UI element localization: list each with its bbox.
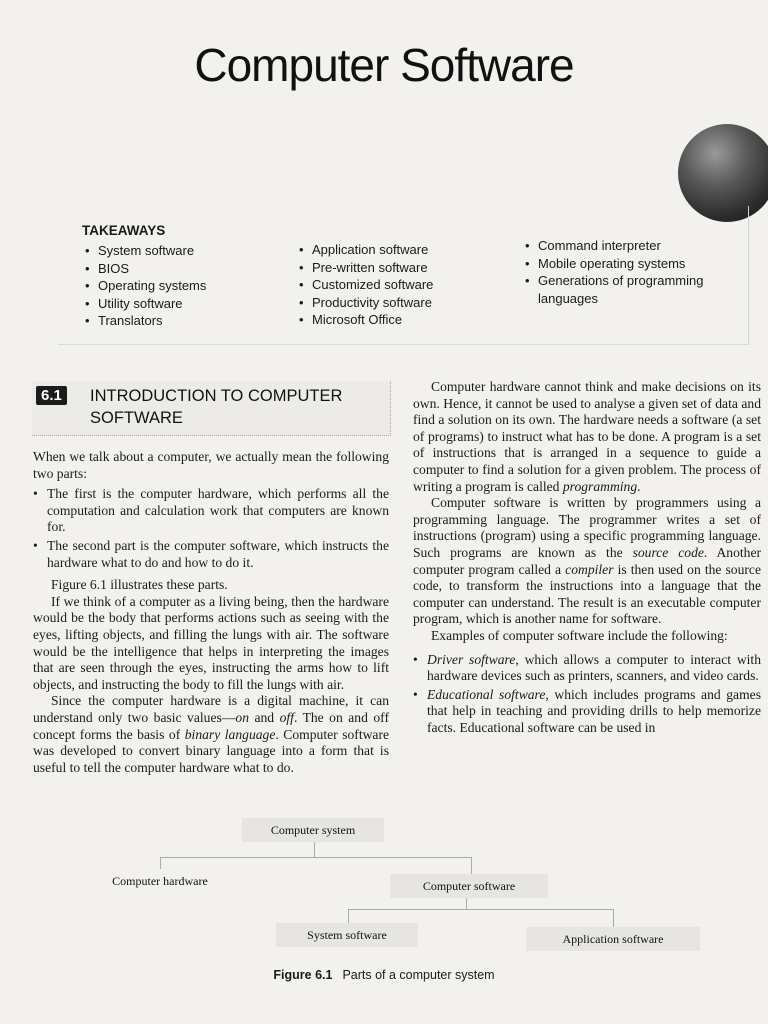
takeaway-item: • Productivity software: [296, 294, 433, 312]
bullet-item: • The second part is the computer software, which instructs the hardware what to do and how to do it.: [33, 538, 389, 571]
italic-term: binary language: [184, 726, 276, 742]
text-run: . Computer software was developed to convert binary language into a form that is useful to tell the computer hardware what to do.: [33, 726, 390, 775]
text-run: , which allows a computer to interact with hardware devices such as printers, scanners, and video cards.: [427, 651, 761, 684]
connector-line: [348, 909, 614, 910]
node-application-software: Application software: [526, 927, 700, 951]
italic-term: compiler: [565, 561, 614, 577]
node-computer-system: Computer system: [242, 818, 384, 842]
text-run: . Another computer program called a: [413, 544, 762, 577]
node-system-software: System software: [276, 923, 418, 947]
section-title: INTRODUCTION TO COMPUTER SOFTWARE: [90, 387, 343, 427]
paragraph: Examples of computer software include the following:: [431, 627, 728, 643]
italic-term: programming: [562, 478, 638, 494]
text-run: , which includes programs and games that help in teaching and providing drills to help memorize facts. Educational software can be used in: [427, 686, 761, 735]
bullet-item: [413, 652, 761, 685]
takeaway-item: • Customized software: [296, 276, 433, 294]
caption-text: Parts of a computer system: [342, 968, 495, 982]
text-run: . The on and off concept forms the basis of: [33, 709, 389, 742]
italic-term: on: [235, 709, 249, 725]
paragraph: [413, 379, 761, 495]
paragraph: [413, 495, 761, 628]
takeaway-item: • Generations of programming languages: [522, 272, 722, 307]
text-run: and: [248, 709, 280, 725]
node-computer-hardware: Computer hardware: [112, 874, 208, 888]
italic-term: source code: [632, 544, 704, 560]
bullet-item: [413, 687, 761, 737]
connector-line: [471, 857, 472, 874]
connector-line: [160, 857, 161, 869]
takeaways-box: [58, 206, 749, 345]
text-run: Computer hardware cannot think and make decisions on its own. Hence, it cannot be used to analyse a given set of data and find a solution on its own. The hardware needs a software (a set of programs) to instruct what has to be done. A program is a set of instructions that is arranged in a sequence to guide a computer to find a solution for a given problem. The process of writing a program is called: [413, 379, 761, 494]
text-run: .: [637, 478, 641, 494]
takeaways-column-2: [296, 241, 433, 329]
text-run: Since the computer hardware is a digital machine, it can understand only two basic values—: [33, 693, 389, 725]
connector-line: [314, 842, 315, 858]
paragraph: If we think of a computer as a living being, then the hardware would be the body that performs actions such as seeing with the eyes, lifting objects, and filling the lungs with air. The software would be the intelligence that helps in interpreting the images that are seen through the eyes, instructing the arms how to lift objects, and instructing the body to fill the lungs with air.: [33, 593, 389, 692]
section-heading: [32, 381, 391, 436]
connector-line: [160, 857, 472, 858]
bullet-item: • The first is the computer hardware, which performs all the computation and calculation work that computers are known for.: [33, 486, 389, 536]
section-number: 6.1: [36, 386, 67, 405]
paragraph: When we talk about a computer, we actually mean the following two parts:: [33, 449, 389, 481]
left-column: [33, 449, 389, 776]
takeaway-item: • Pre-written software: [296, 259, 433, 277]
takeaways-column-3: [522, 237, 722, 307]
takeaways-heading: TAKEAWAYS: [82, 223, 166, 238]
takeaway-item: • System software: [82, 242, 206, 260]
node-computer-software: Computer software: [390, 874, 548, 898]
takeaway-item: • Command interpreter: [522, 237, 722, 255]
figure-caption: [0, 968, 768, 982]
takeaway-item: • BIOS: [82, 260, 206, 278]
text-run: is then used on the source code, to transform the instructions into a language that the computer can understand. The result is an executable computer program, which is another name for software.: [413, 561, 761, 627]
takeaway-item: • Operating systems: [82, 277, 206, 295]
paragraph: [33, 693, 389, 776]
italic-term: Driver software: [427, 651, 516, 667]
right-column: [413, 379, 761, 736]
takeaways-column-1: [82, 242, 206, 330]
connector-line: [613, 909, 614, 927]
takeaway-item: • Microsoft Office: [296, 311, 433, 329]
text-run: Computer software is written by programmers using a programming language. The programmer writes a set of instructions (program) using a specific programming language. Such programs are known as the: [413, 495, 761, 560]
page-title: Computer Software: [194, 39, 574, 91]
takeaway-item: • Application software: [296, 241, 433, 259]
paragraph: Figure 6.1 illustrates these parts.: [51, 577, 228, 593]
italic-term: Educational software: [427, 686, 546, 702]
takeaway-item: • Translators: [82, 312, 206, 330]
takeaway-item: • Utility software: [82, 295, 206, 313]
takeaway-item: • Mobile operating systems: [522, 255, 722, 273]
connector-line: [348, 909, 349, 923]
italic-term: off: [279, 709, 294, 725]
caption-label: Figure 6.1: [273, 968, 333, 982]
